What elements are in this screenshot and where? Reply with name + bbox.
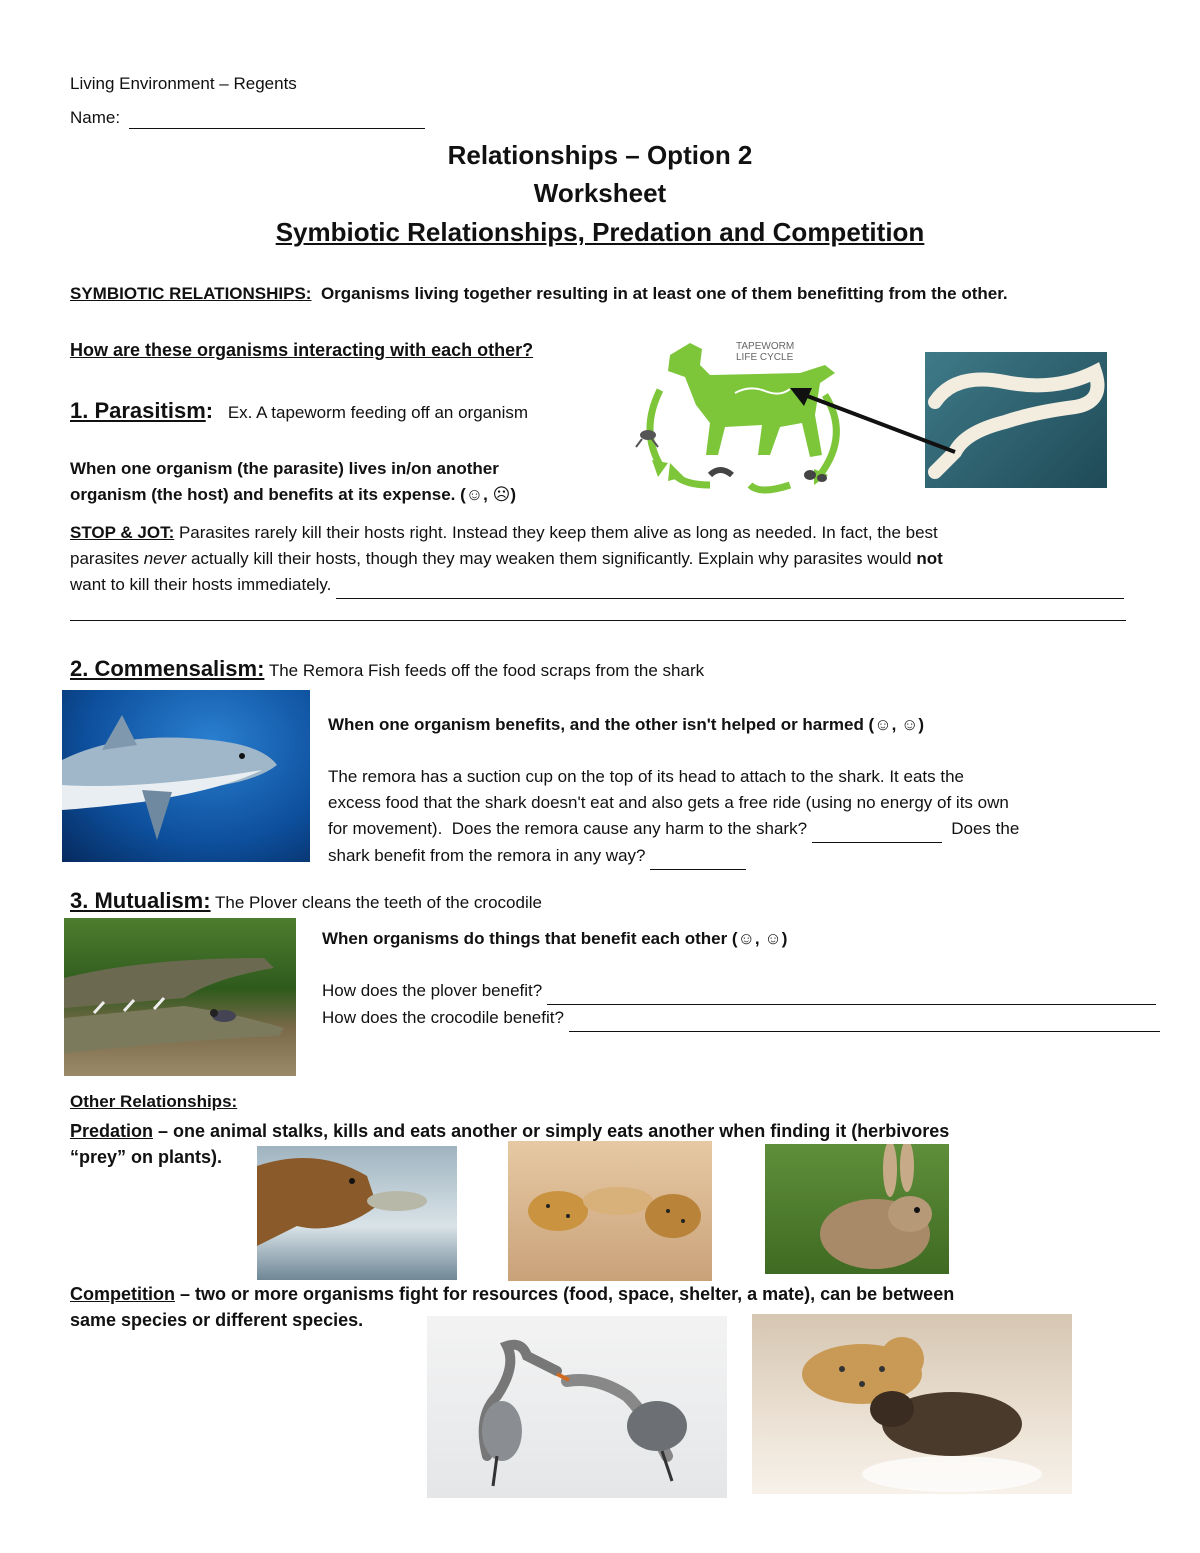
commensalism-definition: When one organism benefits, and the other isn't helped or harmed (☺, ☺) [328,715,925,734]
page-title: Relationships – Option 2 [447,140,753,170]
cheetahs-hunting-gazelle-photo [508,1141,712,1281]
plover-question: How does the plover benefit? [322,978,1160,1005]
crocodile-benefit-blank[interactable] [569,1005,1160,1032]
bear-catching-fish-photo [257,1146,457,1280]
crocodile-question: How does the crocodile benefit? [322,1005,1162,1032]
name-label: Name: [70,108,121,127]
predation-definition: Predation – one animal stalks, kills and eats another or simply eats another when finding it (herbivores “prey” on plants). [70,1121,950,1167]
commensalism-description: The remora has a suction cup on the top of its head to attach to the shark. It eats the excess food that the shark doesn't eat and also gets a free ride (using no energy of its own for movement). Does the remora cause any harm to the shark? Does the shark benefit from the remora in any way? [328,764,1128,870]
stop-and-jot-label: STOP & JOT: [70,523,175,542]
commensalism-heading: 2. Commensalism: The Remora Fish feeds off the food scraps from the shark [70,656,705,681]
parasitism-example: Ex. A tapeworm feeding off an organism [227,403,529,422]
symbiotic-definition: SYMBIOTIC RELATIONSHIPS: Organisms living together resulting in at least one of them benefitting from the other. [70,284,1008,303]
page-subtitle: Worksheet [533,178,667,208]
diagram-title: TAPEWORM LIFE CYCLE [736,341,795,363]
shark-photo [62,690,310,862]
parasitism-definition: When one organism (the parasite) lives in/on another organism (the host) and benefits at its expense. (☺, ☹) [70,459,516,504]
stop-and-jot-blank-1[interactable] [336,572,1124,599]
remora-harm-blank[interactable] [812,816,942,843]
mutualism-heading: 3. Mutualism: The Plover cleans the teeth of the crocodile [70,888,542,913]
shark-benefit-blank[interactable] [650,843,746,870]
commensalism-example: The Remora Fish feeds off the food scraps from the shark [268,661,705,680]
course-title: Living Environment – Regents [70,74,297,93]
name-field [70,108,425,129]
competition-definition: Competition – two or more organisms fight for resources (food, space, shelter, a mate), can be between same species or different species. [70,1284,955,1330]
stop-and-jot: STOP & JOT: Parasites rarely kill their hosts right. Instead they keep them alive as long as needed. In fact, the best parasites never actually kill their hosts, though they may weaken them significantly. Explain why parasites would not want to kill their hosts immediately. [70,520,1130,599]
competition-label: Competition [70,1284,175,1304]
parasitism-heading: 1. Parasitism: Ex. A tapeworm feeding off an organism [70,398,529,423]
mutualism-example: The Plover cleans the teeth of the crocodile [215,893,542,912]
stop-and-jot-blank-2[interactable] [70,620,1126,621]
cheetah-and-hyena-fighting-photo [752,1314,1072,1494]
symbiotic-label: SYMBIOTIC RELATIONSHIPS: [70,284,312,303]
pointer-arrow-icon [780,380,960,460]
name-blank[interactable] [129,108,425,129]
mutualism-definition: When organisms do things that benefit each other (☺, ☺) [322,929,788,948]
herons-competing-photo [427,1316,727,1498]
page-topic: Symbiotic Relationships, Predation and Competition [275,217,925,247]
plover-benefit-blank[interactable] [547,978,1156,1005]
predation-label: Predation [70,1121,154,1141]
rabbit-eating-grass-photo [765,1144,949,1274]
other-relationships-heading: Other Relationships: [70,1092,238,1111]
interaction-question: How are these organisms interacting with each other? [70,340,534,360]
crocodile-photo [64,918,296,1076]
